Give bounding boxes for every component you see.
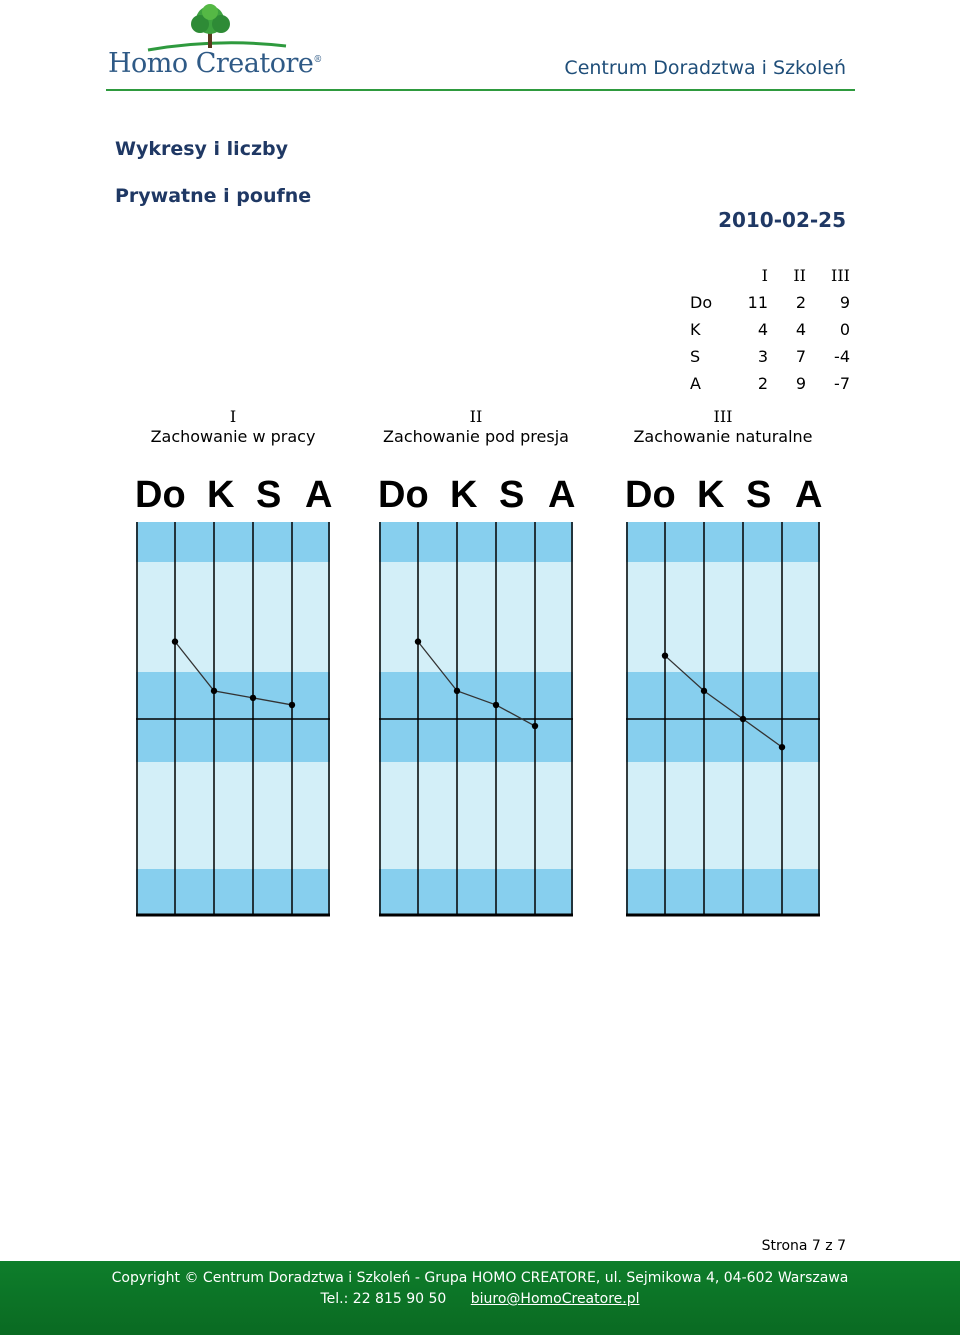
chart-point-k <box>454 688 460 694</box>
table-cell: 4 <box>757 320 768 339</box>
row-label: S <box>690 347 701 366</box>
chart-point-k <box>211 688 217 694</box>
graph-name: Zachowanie w pracy <box>150 427 316 446</box>
chart-point-do <box>415 638 421 644</box>
logo-text: Homo Creatore® <box>108 48 322 79</box>
chart-band <box>136 672 330 762</box>
table-row <box>690 289 850 316</box>
chart-band <box>136 522 330 562</box>
chart-band <box>626 522 820 562</box>
graph-heading-1 <box>103 407 363 447</box>
letter-a: A <box>795 474 823 516</box>
table-cell: 3 <box>757 347 768 366</box>
chart-point-a <box>779 744 785 750</box>
chart-band <box>379 562 573 672</box>
graph-heading-2 <box>346 407 606 447</box>
graph-name: Zachowanie naturalne <box>633 427 813 446</box>
letter-do: Do <box>135 474 186 516</box>
table-cell: 9 <box>839 293 850 312</box>
graph-chart-3 <box>626 522 820 917</box>
row-label: K <box>690 320 701 339</box>
row-label: Do <box>690 293 713 312</box>
chart-point-s <box>250 695 256 701</box>
chart-point-s <box>493 702 499 708</box>
chart-point-s <box>740 716 746 722</box>
header-divider <box>106 89 855 91</box>
column-header: I <box>761 266 768 285</box>
chart-band <box>626 672 820 762</box>
letter-do: Do <box>378 474 429 516</box>
chart-band <box>136 762 330 869</box>
footer-contact <box>0 1291 960 1307</box>
row-label: A <box>690 374 701 393</box>
company-logo <box>108 2 322 84</box>
letter-do: Do <box>625 474 676 516</box>
chart-band <box>379 522 573 562</box>
table-cell: 0 <box>839 320 850 339</box>
company-name: Centrum Doradztwa i Szkoleń <box>564 57 846 79</box>
table-cell: 2 <box>757 374 768 393</box>
table-cell: 7 <box>795 347 806 366</box>
footer-email-link[interactable]: biuro@HomoCreatore.pl <box>470 1291 640 1307</box>
graph-name: Zachowanie pod presja <box>383 427 569 446</box>
column-header: III <box>831 266 850 285</box>
table-row <box>690 316 850 343</box>
graph-chart-2 <box>379 522 573 917</box>
footer-copyright: Copyright © Centrum Doradztwa i Szkoleń - Grupa HOMO CREATORE, ul. Sejmikowa 4, 04-602 Warszawa <box>111 1270 849 1286</box>
chart-point-k <box>701 688 707 694</box>
letter-k: K <box>207 474 235 516</box>
table-cell: -7 <box>834 374 850 393</box>
letter-s: S <box>256 474 282 516</box>
chart-band <box>136 562 330 672</box>
chart-band <box>626 562 820 672</box>
footer-phone: Tel.: 22 815 90 50 <box>320 1291 447 1307</box>
chart-band <box>379 672 573 762</box>
report-date: 2010-02-25 <box>718 208 846 232</box>
chart-point-do <box>172 638 178 644</box>
table-cell: -4 <box>834 347 850 366</box>
column-header: II <box>793 266 806 285</box>
graph-chart-1 <box>136 522 330 917</box>
graph-roman: I <box>229 407 237 426</box>
table-cell: 9 <box>795 374 806 393</box>
page-number: Strona 7 z 7 <box>761 1238 846 1254</box>
chart-band <box>136 869 330 915</box>
letter-k: K <box>697 474 725 516</box>
scores-header-row <box>690 262 850 289</box>
letter-k: K <box>450 474 478 516</box>
table-row <box>690 343 850 370</box>
chart-band <box>626 762 820 869</box>
letter-a: A <box>548 474 576 516</box>
graph-heading-3 <box>593 407 853 447</box>
chart-point-a <box>289 702 295 708</box>
chart-point-a <box>532 723 538 729</box>
letter-a: A <box>305 474 333 516</box>
graph-roman: III <box>713 407 733 426</box>
scores-table <box>690 262 850 397</box>
table-cell: 11 <box>747 293 768 312</box>
table-cell: 4 <box>795 320 806 339</box>
letter-s: S <box>746 474 772 516</box>
chart-band <box>379 762 573 869</box>
chart-band <box>379 869 573 915</box>
chart-point-do <box>662 652 668 658</box>
table-row <box>690 370 850 397</box>
table-cell: 2 <box>795 293 806 312</box>
graph-roman: II <box>469 407 483 426</box>
page-title: Wykresy i liczby <box>115 138 289 160</box>
page-subtitle: Prywatne i poufne <box>115 185 312 207</box>
letter-s: S <box>499 474 525 516</box>
chart-band <box>626 869 820 915</box>
